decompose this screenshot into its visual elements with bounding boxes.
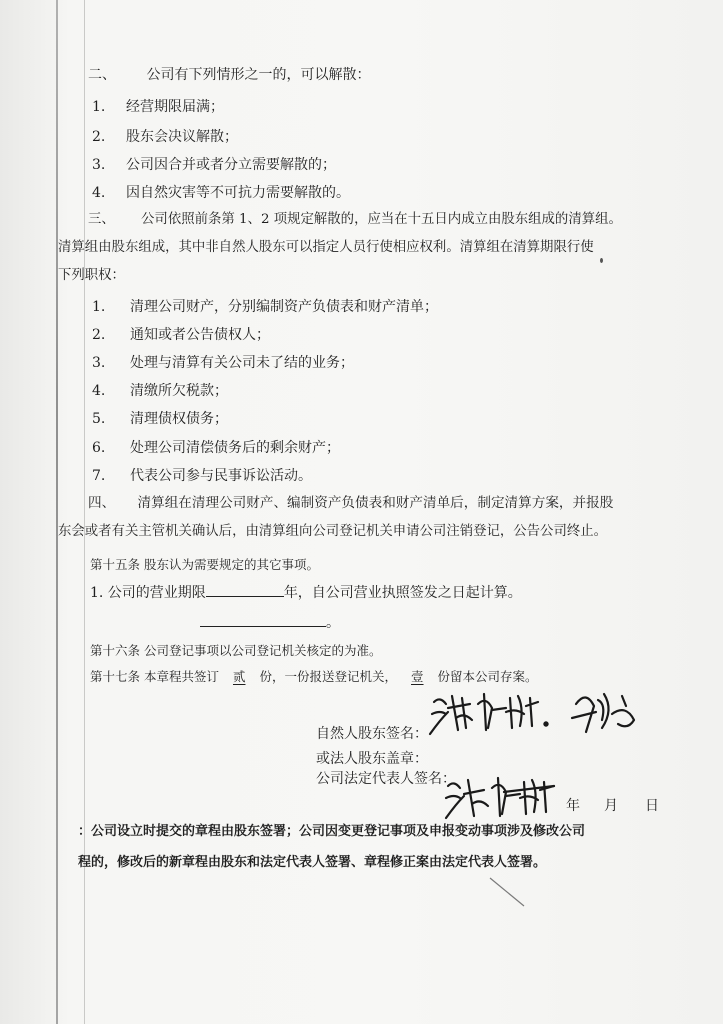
section-three-item-5: 5. 清理债权债务；: [92, 411, 228, 427]
article-15-title: 第十五条 股东认为需要规定的其它事项。: [90, 557, 319, 572]
section-three-line-3: 下列职权：: [58, 268, 125, 283]
section-three-item-2: 2. 通知或者公告债权人；: [92, 327, 270, 343]
section-two-item-3: 3. 公司因合并或者分立需要解散的；: [92, 157, 336, 173]
section-three-number: 三、: [88, 212, 115, 227]
date-month-label: 月: [604, 798, 618, 814]
section-two-item-2: 2. 股东会决议解散；: [92, 129, 238, 145]
section-three-line-2: 清算组由股东组成，其中非自然人股东可以指定人员行使相应权利。清算组在清算期限行使: [58, 240, 594, 255]
section-two-heading: [88, 66, 370, 84]
section-two-item-1: 1. 经营期限届满；: [92, 99, 224, 115]
section-three-item-1: 1. 清理公司财产，分别编制资产负债表和财产清单；: [92, 299, 438, 315]
article-15-item-1: 1. 公司的营业期限 年，自公司营业执照签发之日起计算。: [90, 582, 522, 602]
binding-fold-line: [56, 0, 58, 1024]
scan-speck: [600, 258, 603, 263]
business-term-blank: [206, 582, 284, 597]
date-day-label: 日: [645, 798, 659, 814]
natural-person-signature-label: 自然人股东签名：: [316, 726, 428, 742]
date-year-label: 年: [566, 798, 580, 814]
copies-kept: 壹: [411, 669, 424, 684]
stray-pen-mark: [488, 876, 528, 910]
extra-matters-blank: [200, 612, 326, 627]
section-four-line-2: 东会或者有关主管机关确认后，由清算组向公司登记机关申请公司注销登记，公告公司终止。: [58, 524, 608, 539]
section-three-item-3: 3. 处理与清算有关公司未了结的业务；: [92, 355, 354, 371]
shareholder-handwritten-signature: [426, 684, 646, 746]
section-three-item-6: 6. 处理公司清偿债务后的剩余财产；: [92, 440, 340, 456]
article-16: 第十六条 公司登记事项以公司登记机关核定的为准。: [90, 643, 382, 658]
section-two-item-4: 4. 因自然灾害等不可抗力需要解散的。: [92, 185, 350, 201]
legal-person-seal-label: 或法人股东盖章：: [316, 751, 428, 767]
section-three-line-1: 三、 公司依照前条第 1、2 项规定解散的，应当在十五日内成立由股东组成的清算组。: [88, 212, 622, 227]
article-17: 第十七条 本章程共签订 贰 份，一份报送登记机关， 壹 份留本公司存案。: [90, 669, 538, 684]
section-three-item-4: 4. 清缴所欠税款；: [92, 383, 228, 399]
section-four-line-1: 四、 清算组在清理公司财产、编制资产负债表和财产清单后，制定清算方案，并报股: [88, 495, 614, 511]
note-line-1: ：公司设立时提交的章程由股东签署；公司因变更登记事项及申报变动事项涉及修改公司: [78, 824, 586, 839]
legal-representative-handwritten-signature: [444, 770, 564, 826]
section-two-number: 二、: [88, 67, 116, 83]
article-15-blank-line: 。: [200, 612, 340, 632]
note-line-2: 程的，修改后的新章程由股东和法定代表人签署、章程修正案由法定代表人签署。: [78, 855, 547, 870]
legal-representative-signature-label: 公司法定代表人签名：: [316, 771, 456, 787]
section-four-number: 四、: [88, 495, 116, 511]
section-two-text: 公司有下列情形之一的，可以解散：: [146, 67, 371, 83]
section-three-item-7: 7. 代表公司参与民事诉讼活动。: [92, 468, 312, 484]
copies-total: 贰: [232, 669, 246, 684]
